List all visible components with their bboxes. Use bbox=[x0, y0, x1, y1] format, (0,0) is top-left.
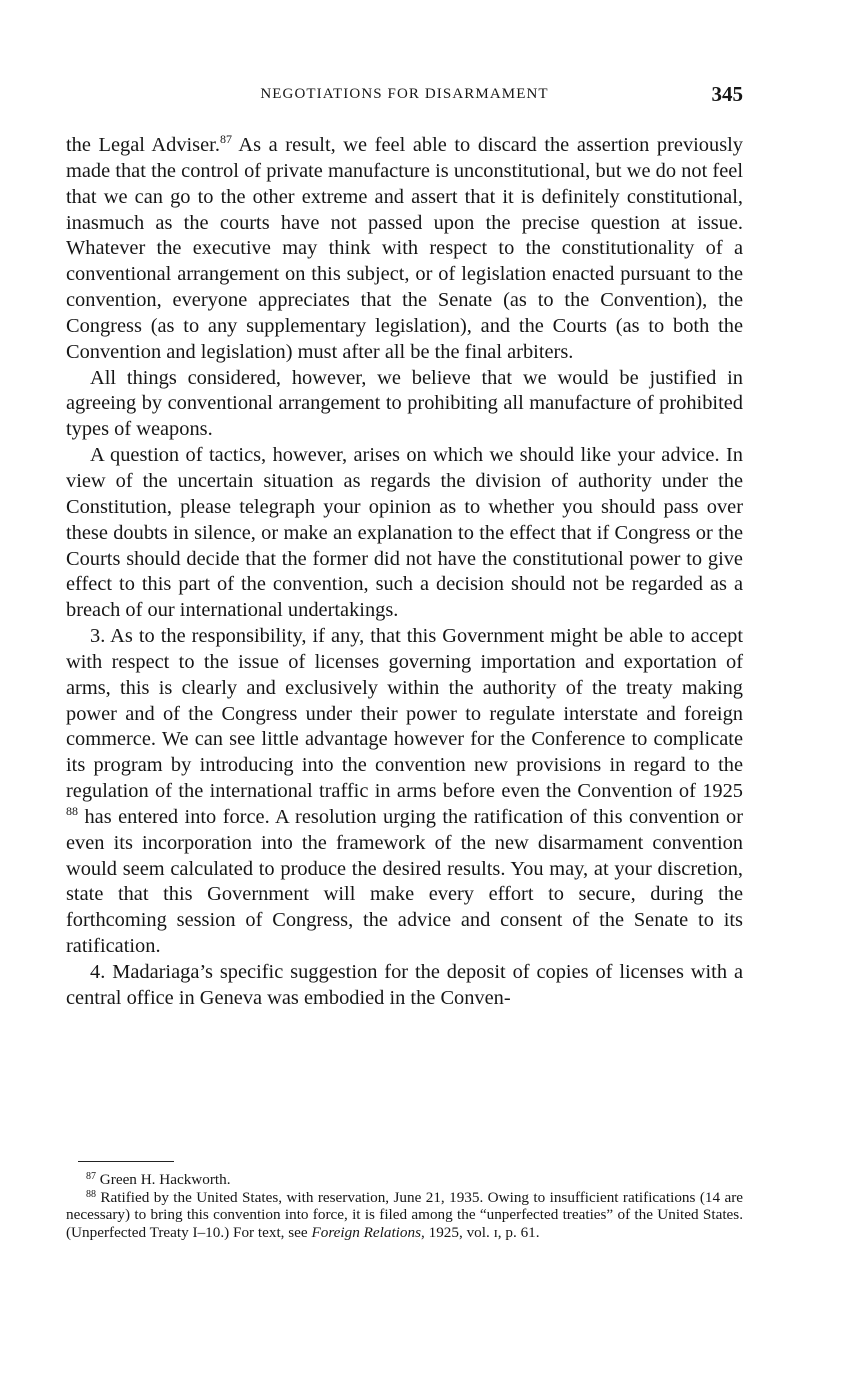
paragraph-2: All things considered, however, we believe that we would be justified in agreeing by conventional arrangement to prohibiting all manufacture of prohibited types of weapons. bbox=[66, 366, 743, 441]
paragraph-1-text-b: As a result, we feel able to discard the assertion previously made that the control of private manufacture is unconstitutional, but we do not feel that we can go to the other extreme and assert that it is definitely constitutional, inasmuch as the courts have not passed upon the precise question at issue. Whatever the executive may think with respect to the constitutionality of a conventional arrangement on this subject, or of legislation enacted pursuant to the convention, everyone appreciates that the Senate (as to the Convention), the Congress (as to any supplementary legislation), and the Courts (as to both the Convention and legislation) must after all be the final arbiters. bbox=[66, 134, 743, 363]
footnote-87 bbox=[66, 1171, 743, 1189]
running-head: NEGOTIATIONS FOR DISARMAMENT bbox=[260, 86, 549, 102]
page-header bbox=[66, 82, 743, 108]
paragraph-3: A question of tactics, however, arises on which we should like your advice. In view of the uncertain situation as regards the division of authority under the Constitution, please telegraph your opinion as to whether you should pass over these doubts in silence, or make an explanation to the effect that if Congress or the Courts should decide that the former did not have the constitutional power to give effect to this part of the convention, such a decision should not be regarded as a breach of our international undertakings. bbox=[66, 444, 743, 622]
footnote-ref-88: 88 bbox=[66, 803, 78, 818]
paragraph-4 bbox=[66, 624, 743, 960]
footnote-88 bbox=[66, 1189, 743, 1242]
paragraph-4-text-b: has entered into force. A resolution urging the ratification of this convention or even its incorporation into the framework of the new disarmament convention would seem calculated to produce the desired results. You may, at your discretion, state that this Government will make every effort to secure, during the forthcoming session of Congress, the advice and consent of the Senate to its ratification. bbox=[66, 805, 743, 958]
footnote-ref-87: 87 bbox=[219, 132, 232, 146]
footnote-88-italic: Foreign Relations bbox=[311, 1223, 421, 1241]
footnote-88-text-a: Ratified by the United States, with reservation, June 21, 1935. Owing to insufficient ratifications (14 are necessary) to bring this convention into force, it is filed among the “unperfected treaties” of the United States. (Unperfected Treaty I–10.) For text, see bbox=[66, 1188, 744, 1241]
footnote-87-text: Green H. Hackworth. bbox=[99, 1171, 231, 1188]
footnote-divider bbox=[78, 1161, 174, 1162]
page-number: 345 bbox=[711, 82, 743, 106]
paragraph-1 bbox=[66, 133, 743, 366]
footnote-88-mark: 88 bbox=[86, 1188, 96, 1200]
footnotes bbox=[66, 1171, 743, 1241]
paragraph-1-text-a: the Legal Adviser. bbox=[66, 134, 220, 156]
paragraph-5: 4. Madariaga’s specific suggestion for the deposit of copies of licenses with a central office in Geneva was embodied in the Conven- bbox=[66, 961, 743, 1009]
footnote-88-text-b: , 1925, vol. ɪ, p. 61. bbox=[421, 1223, 540, 1241]
body-text bbox=[66, 133, 743, 1012]
paragraph-4-text-a: 3. As to the responsibility, if any, that this Government might be able to accept with respect to the issue of licenses governing importation and exportation of arms, this is clearly and exclusively within the authority of the treaty making power and of the Congress under their power to regulate interstate and foreign commerce. We can see little advantage however for the Conference to complicate its program by introducing into the convention new provisions in regard to the regulation of the international traffic in arms before even the Convention of 1925 bbox=[66, 625, 743, 803]
footnote-87-mark: 87 bbox=[86, 1171, 96, 1182]
